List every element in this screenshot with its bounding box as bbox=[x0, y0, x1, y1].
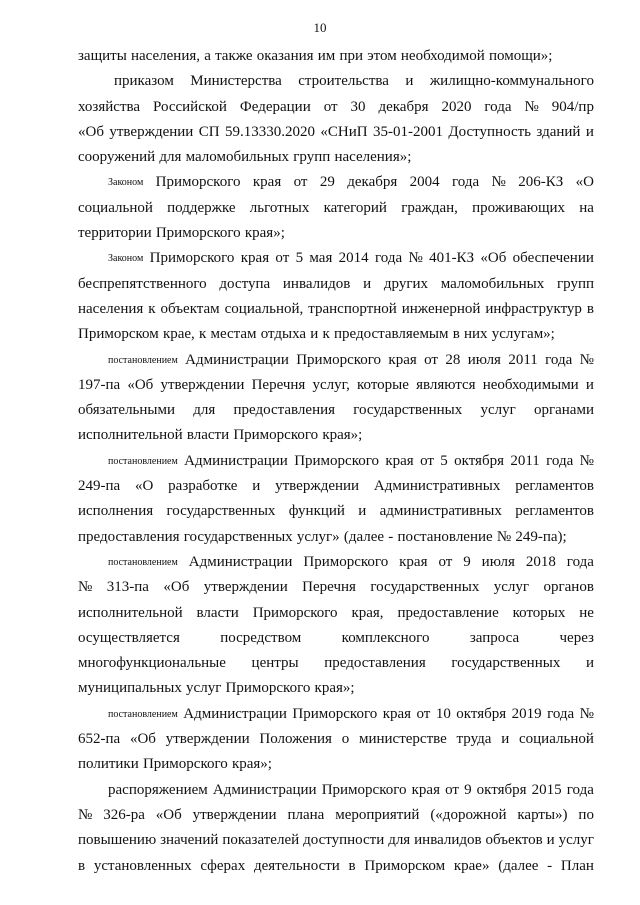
text-line bbox=[78, 246, 594, 271]
word: Приморского bbox=[225, 680, 311, 697]
paragraph bbox=[78, 246, 594, 347]
text-line bbox=[78, 778, 594, 803]
word: в bbox=[452, 326, 460, 343]
word: декабря bbox=[347, 174, 398, 191]
word: и bbox=[585, 123, 594, 140]
word: инфраструктур bbox=[485, 300, 582, 317]
word: отдыха bbox=[260, 326, 307, 343]
word: 326-ра bbox=[103, 806, 145, 823]
word: жилищно-коммунального bbox=[429, 73, 594, 90]
word: предоставления bbox=[233, 402, 336, 419]
word: 2004 bbox=[409, 174, 440, 191]
text-line bbox=[78, 272, 594, 297]
word: от bbox=[420, 452, 434, 469]
word: доступности bbox=[303, 832, 385, 849]
word: Администрации bbox=[184, 452, 288, 469]
text-line bbox=[78, 474, 594, 499]
word: показателей bbox=[222, 832, 300, 849]
word: не bbox=[579, 604, 594, 621]
word: маломобильных bbox=[440, 275, 545, 292]
word: обеспечении bbox=[512, 250, 594, 267]
word: и bbox=[363, 275, 372, 292]
word: № bbox=[78, 806, 93, 823]
word: зданий bbox=[536, 123, 581, 140]
word: регламентов bbox=[515, 478, 594, 495]
word: строительства bbox=[298, 73, 389, 90]
word: поддержке bbox=[167, 199, 236, 216]
text-line bbox=[78, 423, 594, 448]
word: края bbox=[388, 351, 417, 368]
page-number: 10 bbox=[313, 20, 327, 35]
word: года bbox=[566, 553, 594, 570]
word: № bbox=[408, 250, 423, 267]
word: разработке bbox=[168, 478, 238, 495]
text-line bbox=[78, 120, 594, 145]
word: 401-КЗ bbox=[429, 250, 475, 267]
text-line bbox=[78, 170, 594, 195]
word: и bbox=[585, 376, 594, 393]
word: для bbox=[193, 402, 216, 419]
word: года bbox=[452, 174, 480, 191]
word: и bbox=[358, 503, 367, 520]
word: 35-01-2001 bbox=[373, 123, 443, 140]
word: труда bbox=[456, 731, 492, 748]
word: 2018 bbox=[525, 553, 556, 570]
word: многофункциональные bbox=[78, 655, 226, 672]
word: «Об bbox=[163, 579, 190, 596]
text-line bbox=[78, 69, 594, 94]
word: обязательными bbox=[78, 402, 176, 419]
word: в bbox=[586, 300, 594, 317]
word: к bbox=[198, 326, 207, 343]
lead-word: постановлением bbox=[108, 556, 178, 568]
paragraph bbox=[78, 702, 594, 778]
word: органов bbox=[543, 579, 594, 596]
word: повышению bbox=[78, 832, 157, 849]
word: края bbox=[399, 553, 428, 570]
word: Приморского bbox=[155, 174, 241, 191]
word: края»; bbox=[314, 680, 355, 697]
word: от bbox=[275, 250, 290, 267]
word: 904/пр bbox=[551, 98, 594, 115]
word: 10 bbox=[435, 705, 451, 722]
word: («дорожной bbox=[430, 806, 507, 823]
word: «Об bbox=[480, 250, 507, 267]
word: мероприятий bbox=[335, 806, 420, 823]
word: «СНиП bbox=[320, 123, 368, 140]
word: и bbox=[252, 478, 261, 495]
word: Администрации bbox=[212, 781, 317, 798]
word: 2019 bbox=[511, 705, 542, 722]
word: услуг bbox=[186, 680, 222, 697]
word: услуг bbox=[493, 579, 530, 596]
word: 28 bbox=[445, 351, 461, 368]
word: 29 bbox=[319, 174, 335, 191]
text-line bbox=[78, 145, 594, 170]
text-line bbox=[78, 550, 594, 575]
word: предоставления bbox=[324, 655, 426, 672]
word: государственных bbox=[183, 528, 293, 545]
word: карты») bbox=[517, 806, 568, 823]
text-line bbox=[78, 449, 594, 474]
word: утверждении bbox=[203, 579, 288, 596]
word: групп bbox=[556, 275, 594, 292]
word: Приморском bbox=[78, 326, 159, 343]
word: государственных bbox=[451, 655, 561, 672]
word: крае, bbox=[162, 326, 195, 343]
word: от bbox=[293, 174, 308, 191]
word: осуществляется bbox=[78, 629, 180, 646]
word: Административных bbox=[373, 478, 501, 495]
word: от bbox=[445, 781, 459, 798]
word: 206-КЗ bbox=[518, 174, 564, 191]
word: - bbox=[547, 857, 553, 874]
word: оказания bbox=[256, 48, 314, 64]
word: 249-па); bbox=[515, 528, 567, 545]
word: необходимыми bbox=[482, 376, 579, 393]
word: приказом bbox=[114, 73, 174, 90]
word: утверждении bbox=[165, 731, 250, 748]
word: на bbox=[579, 199, 594, 216]
text-line bbox=[78, 651, 594, 676]
word: доступа bbox=[219, 275, 271, 292]
word: СП bbox=[198, 123, 220, 140]
word: № bbox=[579, 452, 594, 469]
word: в bbox=[78, 857, 86, 874]
word: «О bbox=[575, 174, 594, 191]
word: деятельности bbox=[253, 857, 340, 874]
word: № bbox=[496, 528, 512, 545]
word: декабря bbox=[378, 98, 429, 115]
word: крае» bbox=[453, 857, 490, 874]
word: являются bbox=[416, 376, 476, 393]
word: Приморского bbox=[155, 225, 241, 242]
word: объектов bbox=[485, 832, 543, 849]
word: населения, bbox=[130, 48, 201, 64]
paragraph bbox=[78, 778, 594, 879]
word: Приморского bbox=[294, 452, 380, 469]
word: инвалидов bbox=[414, 832, 482, 849]
paragraph bbox=[78, 550, 594, 702]
word: июля bbox=[481, 553, 515, 570]
word: предоставления bbox=[78, 528, 180, 545]
word: плана bbox=[287, 806, 325, 823]
lead-word: Законом bbox=[108, 177, 144, 189]
word: 5 bbox=[440, 452, 448, 469]
word: октября bbox=[454, 452, 504, 469]
text-line bbox=[78, 828, 594, 853]
word: года bbox=[374, 250, 403, 267]
text-line bbox=[78, 575, 594, 600]
word: утверждении bbox=[160, 376, 245, 393]
word: Доступность bbox=[448, 123, 532, 140]
word: Администрации bbox=[185, 351, 289, 368]
text-line bbox=[78, 398, 594, 423]
word: № bbox=[579, 351, 594, 368]
paragraph bbox=[78, 449, 594, 550]
text-line bbox=[78, 702, 594, 727]
word: власти bbox=[196, 604, 239, 621]
word: к bbox=[148, 300, 156, 317]
word: а bbox=[204, 48, 211, 64]
word: территории bbox=[78, 225, 152, 242]
word: других bbox=[383, 275, 429, 292]
document-body bbox=[78, 44, 594, 879]
word: запроса bbox=[469, 629, 520, 646]
word: при bbox=[339, 48, 363, 64]
word: сферах bbox=[200, 857, 246, 874]
word: комплексного bbox=[341, 629, 430, 646]
word: необходимой bbox=[400, 48, 485, 64]
word: и bbox=[501, 731, 510, 748]
word: исполнения bbox=[78, 503, 154, 520]
word: «Об bbox=[129, 731, 156, 748]
word: постановление bbox=[397, 528, 493, 545]
text-line bbox=[78, 727, 594, 752]
word: для bbox=[159, 149, 182, 166]
word: «Об bbox=[127, 376, 154, 393]
word: групп bbox=[293, 149, 331, 166]
text-line bbox=[78, 196, 594, 221]
word: № bbox=[491, 174, 506, 191]
word: защиты bbox=[78, 48, 127, 64]
word: граждан, bbox=[401, 199, 458, 216]
word: июля bbox=[467, 351, 501, 368]
text-line bbox=[78, 676, 594, 701]
word: Федерации bbox=[239, 98, 311, 115]
text-line bbox=[78, 803, 594, 828]
word: этом bbox=[367, 48, 397, 64]
word: министерстве bbox=[358, 731, 447, 748]
word: от bbox=[323, 98, 338, 115]
word: льготных bbox=[249, 199, 310, 216]
word: октября bbox=[456, 705, 507, 722]
word: от bbox=[424, 351, 438, 368]
word: и bbox=[546, 832, 555, 849]
word: «Об bbox=[155, 806, 182, 823]
word: 2011 bbox=[510, 452, 540, 469]
word: проживающих bbox=[472, 199, 566, 216]
word: 5 bbox=[295, 250, 304, 267]
word: Приморского bbox=[321, 781, 407, 798]
text-line bbox=[78, 601, 594, 626]
word: 2014 bbox=[338, 250, 369, 267]
text-line bbox=[78, 373, 594, 398]
word: которых bbox=[512, 604, 566, 621]
word: № bbox=[579, 705, 594, 722]
word: социальной bbox=[519, 731, 594, 748]
word: хозяйства bbox=[78, 98, 141, 115]
word: и bbox=[405, 73, 414, 90]
word: утверждении bbox=[275, 478, 360, 495]
word: исполнительной bbox=[78, 604, 183, 621]
text-line bbox=[78, 44, 594, 69]
word: Приморского bbox=[149, 250, 235, 267]
text-line bbox=[78, 348, 594, 373]
word: государственных bbox=[353, 402, 463, 419]
word: 197-па bbox=[78, 376, 121, 393]
word: о bbox=[341, 731, 350, 748]
word: услуг bbox=[558, 832, 594, 849]
word: 2020 bbox=[441, 98, 472, 115]
word: края bbox=[382, 705, 412, 722]
word: социальной bbox=[78, 199, 153, 216]
word: сооружений bbox=[78, 149, 156, 166]
word: значений bbox=[160, 832, 219, 849]
word: предоставление bbox=[397, 604, 499, 621]
word: в bbox=[348, 857, 356, 874]
word: Перечня bbox=[251, 376, 306, 393]
word: 652-па bbox=[78, 731, 121, 748]
word: № bbox=[78, 579, 93, 596]
word: функций bbox=[288, 503, 345, 520]
word: края»; bbox=[231, 756, 272, 773]
lead-word: Законом bbox=[108, 253, 144, 265]
word: года bbox=[484, 98, 512, 115]
word: Приморского bbox=[252, 604, 338, 621]
word: края»; bbox=[322, 427, 363, 444]
word: услуг, bbox=[312, 376, 350, 393]
word: (далее bbox=[343, 528, 385, 545]
word: Приморского bbox=[296, 351, 382, 368]
word: края»; bbox=[244, 225, 285, 242]
word: беспрепятственного bbox=[78, 275, 207, 292]
word: населения»; bbox=[334, 149, 412, 166]
word: края, bbox=[351, 604, 384, 621]
word: края bbox=[411, 781, 440, 798]
word: объектам bbox=[160, 300, 220, 317]
word: муниципальных bbox=[78, 680, 182, 697]
word: транспортной bbox=[308, 300, 397, 317]
word: года bbox=[566, 781, 594, 798]
word: распоряжением bbox=[108, 781, 208, 798]
word: утверждении bbox=[192, 806, 277, 823]
word: регламентов bbox=[515, 503, 594, 520]
text-line bbox=[78, 499, 594, 524]
word: края bbox=[385, 452, 414, 469]
text-line bbox=[78, 525, 594, 550]
word: Приморского bbox=[303, 553, 389, 570]
word: категорий bbox=[323, 199, 387, 216]
word: № bbox=[524, 98, 539, 115]
word: государственных bbox=[370, 579, 480, 596]
word: которые bbox=[357, 376, 409, 393]
word: услугам»; bbox=[491, 326, 555, 343]
word: политики bbox=[78, 756, 139, 773]
word: от bbox=[438, 553, 453, 570]
word: от bbox=[416, 705, 431, 722]
word: края bbox=[240, 250, 270, 267]
word: - bbox=[388, 528, 394, 545]
word: также bbox=[215, 48, 253, 64]
word: местам bbox=[210, 326, 257, 343]
word: государственных bbox=[166, 503, 276, 520]
word: власти bbox=[186, 427, 230, 444]
word: им bbox=[317, 48, 336, 64]
word: маломобильных bbox=[185, 149, 290, 166]
word: помощи»; bbox=[489, 48, 553, 64]
word: установленных bbox=[93, 857, 192, 874]
word: Положения bbox=[259, 731, 332, 748]
paragraph bbox=[78, 348, 594, 449]
word: Приморского bbox=[233, 427, 319, 444]
word: предоставляемым bbox=[333, 326, 449, 343]
text-line bbox=[78, 297, 594, 322]
text-line bbox=[78, 95, 594, 120]
word: посредством bbox=[220, 629, 302, 646]
word: Приморского bbox=[292, 705, 378, 722]
word: (далее bbox=[498, 857, 539, 874]
word: 2011 bbox=[508, 351, 538, 368]
word: услуг» bbox=[296, 528, 340, 545]
word: органами bbox=[533, 402, 594, 419]
word: административных bbox=[379, 503, 502, 520]
lead-word: постановлением bbox=[108, 354, 178, 366]
word: исполнительной bbox=[78, 427, 183, 444]
word: 30 bbox=[350, 98, 366, 115]
word: Администрации bbox=[188, 553, 293, 570]
text-line bbox=[78, 854, 594, 879]
paragraph bbox=[78, 69, 594, 170]
word: и bbox=[585, 655, 594, 672]
word: инженерной bbox=[401, 300, 481, 317]
word: и bbox=[310, 326, 319, 343]
text-line bbox=[78, 626, 594, 651]
word: октября bbox=[476, 781, 527, 798]
word: населения bbox=[78, 300, 144, 317]
word: утверждении bbox=[109, 123, 194, 140]
paragraph bbox=[78, 44, 594, 69]
text-line bbox=[78, 221, 594, 246]
word: через bbox=[559, 629, 594, 646]
word: них bbox=[463, 326, 488, 343]
word: по bbox=[578, 806, 594, 823]
paragraph bbox=[78, 170, 594, 246]
word: «Об bbox=[78, 123, 104, 140]
text-line bbox=[78, 322, 594, 347]
word: инвалидов bbox=[282, 275, 351, 292]
word: Приморского bbox=[142, 756, 228, 773]
word: услуг bbox=[480, 402, 516, 419]
word: План bbox=[560, 857, 594, 874]
word: 249-па bbox=[78, 478, 121, 495]
word: Министерства bbox=[190, 73, 282, 90]
word: Администрации bbox=[183, 705, 287, 722]
word: к bbox=[322, 326, 330, 343]
lead-word: постановлением bbox=[108, 708, 178, 720]
word: социальной, bbox=[224, 300, 304, 317]
word: Приморском bbox=[364, 857, 446, 874]
word: 59.13330.2020 bbox=[224, 123, 315, 140]
word: года bbox=[546, 452, 574, 469]
lead-word: постановлением bbox=[108, 455, 178, 467]
word: Перечня bbox=[302, 579, 356, 596]
word: 2015 bbox=[531, 781, 562, 798]
word: «О bbox=[135, 478, 154, 495]
word: мая bbox=[309, 250, 333, 267]
word: года bbox=[547, 705, 575, 722]
word: 9 bbox=[464, 781, 472, 798]
word: 9 bbox=[463, 553, 471, 570]
word: центры bbox=[251, 655, 299, 672]
word: года bbox=[545, 351, 573, 368]
word: для bbox=[388, 832, 411, 849]
word: Российской bbox=[153, 98, 227, 115]
word: 313-па bbox=[106, 579, 149, 596]
text-line bbox=[78, 752, 594, 777]
word: края bbox=[252, 174, 282, 191]
